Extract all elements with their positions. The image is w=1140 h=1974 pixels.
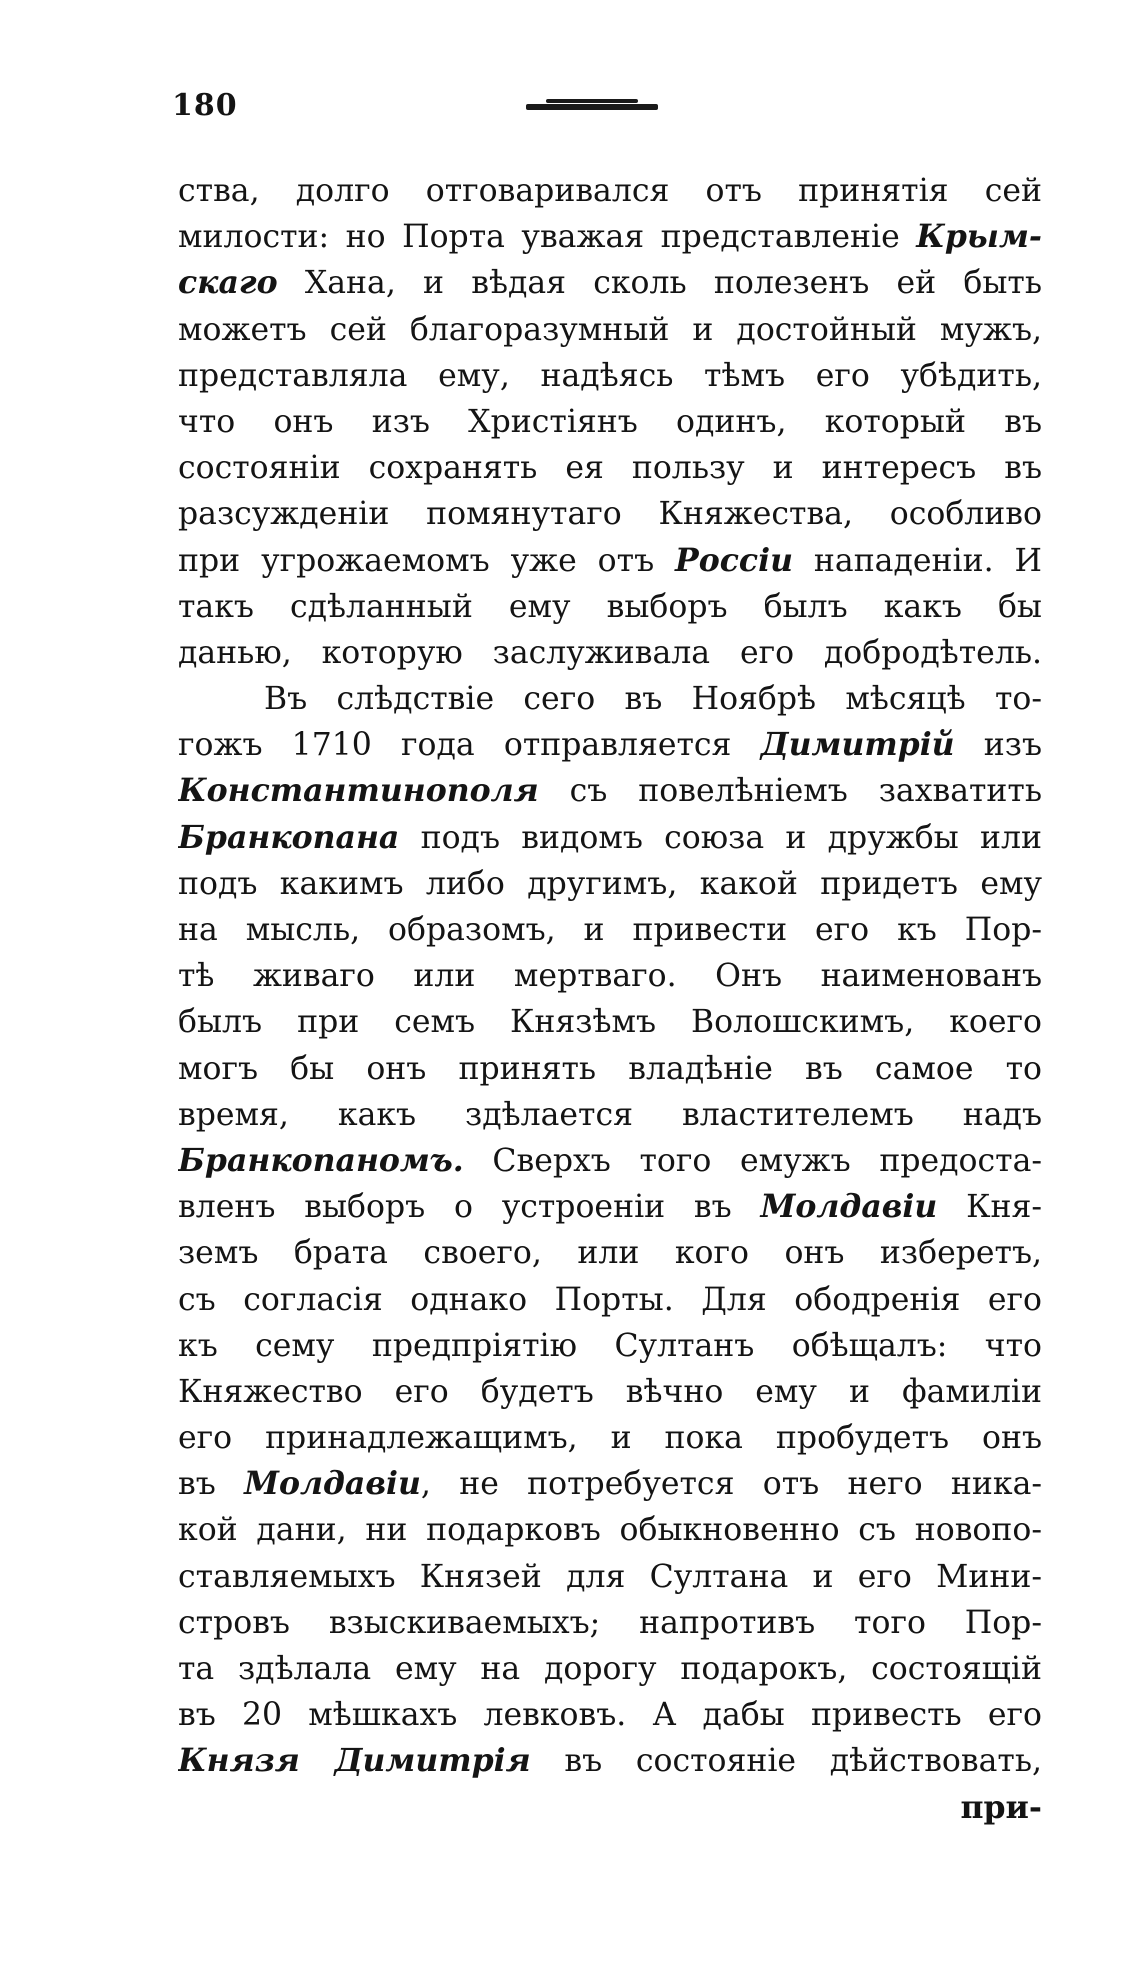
text-line [178,630,1042,676]
page-number: 180 [172,88,238,123]
text-run: представляла ему, надѣясь тѣмъ его убѣдить, [178,357,1042,394]
text-run: при угрожаемомъ уже отъ [178,542,676,579]
text-line [178,722,1042,768]
italic-run: Россіи [675,541,793,579]
text-run: въ состояніе дѣйствовать, [530,1743,1042,1780]
italic-run: Крым- [916,218,1042,256]
text-run: могъ бы онъ принять владѣніе въ самое то [178,1050,1042,1087]
text-line [178,1369,1042,1415]
catchword: при- [960,1788,1042,1826]
text-run: можетъ сей благоразумный и достойный мужъ, [178,311,1042,348]
text-line [178,1230,1042,1276]
header-ornament [526,104,658,110]
italic-run: Бранкопаномъ. [178,1141,464,1179]
text-run: въ [178,1466,245,1503]
italic-run: Димитрій [760,726,955,764]
text-line [178,907,1042,953]
text-run: земъ брата своего, или кого онъ изберетъ, [178,1235,1042,1272]
text-run: время, какъ здѣлается властителемъ надъ [178,1096,1042,1133]
text-run: вленъ выборъ о устроеніи въ [178,1189,761,1226]
text-line [178,1554,1042,1600]
text-run: такъ сдѣланный ему выборъ былъ какъ бы [178,588,1042,625]
text-line [178,861,1042,907]
text-line [178,1507,1042,1553]
text-line [178,1738,1042,1784]
text-line [178,1323,1042,1369]
body-text [178,168,1042,1831]
text-run: Кня- [937,1189,1042,1226]
text-run: стровъ взыскиваемыхъ; напротивъ того Пор- [178,1604,1042,1641]
text-line [178,1461,1042,1507]
text-line [178,1692,1042,1738]
text-line [178,999,1042,1045]
italic-run: Молдавіи [760,1188,938,1226]
text-run: ства, долго отговаривался отъ принятія сей [178,173,1042,209]
text-run: гожъ 1710 года отправляется [178,727,761,764]
text-run: изъ [954,727,1042,764]
text-run: та здѣлала ему на дорогу подарокъ, состоящій [178,1651,1042,1687]
text-line [178,676,1042,722]
text-run: состояніи сохранять ея пользу и интересъ въ [178,450,1042,487]
text-line [178,953,1042,999]
text-line [178,1092,1042,1138]
text-line [178,1415,1042,1461]
italic-run: скаго [178,264,278,302]
text-line [178,1600,1042,1646]
italic-run: Князя Димитрія [178,1742,531,1780]
text-run: что онъ изъ Христіянъ одинъ, который въ [178,403,1042,440]
text-line [178,353,1042,399]
text-run: его принадлежащимъ, и пока пробудетъ онъ [178,1420,1042,1457]
text-line [178,584,1042,630]
text-run: кой дани, ни подарковъ обыкновенно съ новопо- [178,1512,1042,1549]
italic-run: Константинополя [178,772,539,810]
text-run: съ согласія однако Порты. Для ободренія его [178,1281,1042,1318]
text-run: Въ слѣдствіе сего въ Ноябрѣ мѣсяцѣ то- [264,681,1042,718]
text-line [178,214,1042,260]
text-line [178,260,1042,306]
text-line [178,399,1042,445]
text-run: Княжество его будетъ вѣчно ему и фамиліи [178,1373,1042,1410]
text-run: подъ какимъ либо другимъ, какой придетъ ему [178,865,1042,902]
text-run: къ сему предпріятію Султанъ обѣщалъ: что [178,1327,1042,1364]
text-line [178,491,1042,537]
text-line [178,307,1042,353]
text-run: Сверхъ того емужъ предоста- [463,1142,1042,1179]
text-run: данью, которую заслуживала его добродѣтель. [178,634,1042,671]
text-line [178,1646,1042,1692]
text-line [178,538,1042,584]
text-run: съ повелѣніемъ захватить [538,773,1042,810]
text-line [178,168,1042,214]
text-run: нападеніи. И [792,542,1042,579]
text-run: , не потребуется отъ него ника- [420,1466,1042,1503]
text-line [178,1277,1042,1323]
text-run: милости: но Порта уважая представленіе [178,219,917,256]
text-run: ставляемыхъ Князей для Султана и его Мини- [178,1558,1042,1595]
italic-run: Бранкопана [178,818,400,856]
text-run: разсужденіи помянутаго Княжества, особливо [178,496,1042,533]
italic-run: Молдавіи [244,1465,421,1503]
text-run: тѣ живаго или мертваго. Онъ наименованъ [178,958,1042,995]
text-run: былъ при семъ Князѣмъ Волошскимъ, коего [178,1004,1042,1041]
text-run: подъ видомъ союза и дружбы или [399,819,1042,856]
text-line [178,1138,1042,1184]
text-run: Хана, и вѣдая сколь полезенъ ей быть [277,265,1042,302]
text-run: въ 20 мѣшкахъ левковъ. А дабы привесть его [178,1697,1042,1734]
text-line [178,768,1042,814]
text-run: на мысль, образомъ, и привести его къ Пор- [178,912,1042,948]
text-line [178,1184,1042,1230]
text-line [178,1046,1042,1092]
text-line [178,815,1042,861]
text-line [178,445,1042,491]
